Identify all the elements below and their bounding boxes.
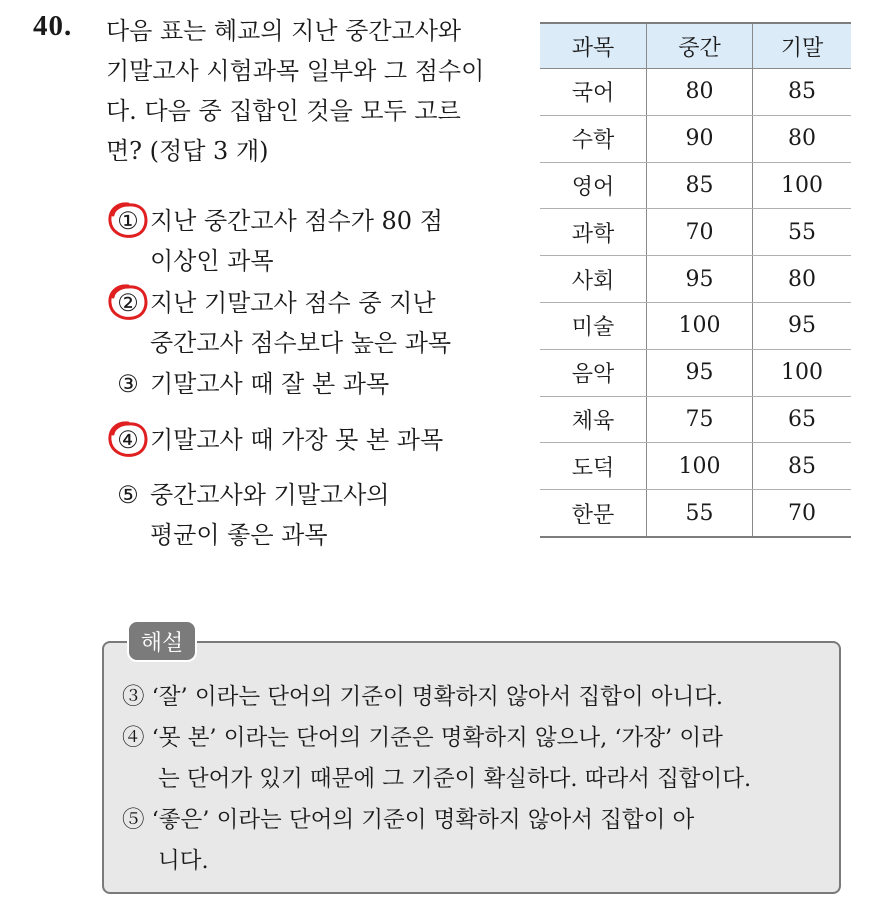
column-header-subject: 과목 — [540, 23, 647, 69]
midterm-score-cell: 75 — [647, 396, 753, 443]
table-row — [540, 349, 851, 396]
final-score-cell: 80 — [753, 256, 852, 303]
question-line: 면? (정답 3 개) — [106, 137, 269, 165]
column-header-final: 기말 — [753, 23, 852, 69]
option-1[interactable] — [106, 201, 526, 281]
table-row — [540, 302, 851, 349]
table-row — [540, 69, 851, 116]
table-row — [540, 209, 851, 256]
table-row — [540, 162, 851, 209]
final-score-cell: 100 — [753, 162, 852, 209]
option-number: ③ — [117, 370, 139, 398]
option-4[interactable] — [106, 420, 526, 460]
option-2[interactable] — [106, 283, 526, 363]
subject-cell: 미술 — [540, 302, 647, 349]
subject-cell: 음악 — [540, 349, 647, 396]
solution-line: ⑤ ‘좋은’ 이라는 단어의 기준이 명확하지 않아서 집합이 아 — [122, 807, 695, 833]
option-text: 지난 중간고사 점수가 80 점 — [150, 207, 443, 235]
table-row — [540, 396, 851, 443]
final-score-cell: 65 — [753, 396, 852, 443]
option-text: 중간고사와 기말고사의 — [150, 481, 390, 509]
option-3[interactable] — [106, 364, 526, 404]
score-table — [540, 22, 851, 538]
option-text: 지난 기말고사 점수 중 지난 — [150, 289, 436, 317]
option-5[interactable] — [106, 475, 526, 555]
final-score-cell: 80 — [753, 115, 852, 162]
option-text: 이상인 과목 — [150, 247, 274, 275]
option-number: ① — [106, 201, 150, 241]
midterm-score-cell: 70 — [647, 209, 753, 256]
final-score-cell: 100 — [753, 349, 852, 396]
table-row — [540, 115, 851, 162]
midterm-score-cell: 55 — [647, 490, 753, 537]
subject-cell: 영어 — [540, 162, 647, 209]
question-text — [106, 11, 516, 171]
table-row — [540, 443, 851, 490]
subject-cell: 사회 — [540, 256, 647, 303]
midterm-score-cell: 80 — [647, 69, 753, 116]
column-header-midterm: 중간 — [647, 23, 753, 69]
question-line: 기말고사 시험과목 일부와 그 점수이 — [106, 57, 485, 85]
subject-cell: 체육 — [540, 396, 647, 443]
final-score-cell: 95 — [753, 302, 852, 349]
final-score-cell: 70 — [753, 490, 852, 537]
solution-line: ④ ‘못 본’ 이라는 단어의 기준은 명확하지 않으나, ‘가장’ 이라 — [122, 725, 723, 751]
table-row — [540, 256, 851, 303]
option-number: ④ — [106, 420, 150, 460]
midterm-score-cell: 95 — [647, 349, 753, 396]
midterm-score-cell: 95 — [647, 256, 753, 303]
option-text: 기말고사 때 잘 본 과목 — [150, 370, 390, 398]
solution-line: 는 단어가 있기 때문에 그 기준이 확실하다. 따라서 집합이다. — [158, 766, 752, 792]
midterm-score-cell: 100 — [647, 302, 753, 349]
solution-body — [122, 677, 832, 882]
question-line: 다음 표는 혜교의 지난 중간고사와 — [106, 17, 462, 45]
table-header-row — [540, 23, 851, 69]
subject-cell: 국어 — [540, 69, 647, 116]
final-score-cell: 85 — [753, 443, 852, 490]
midterm-score-cell: 85 — [647, 162, 753, 209]
option-text: 기말고사 때 가장 못 본 과목 — [150, 426, 444, 454]
option-number: ② — [106, 283, 150, 323]
question-number: 40. — [33, 10, 73, 42]
question-line: 다. 다음 중 집합인 것을 모두 고르 — [106, 97, 461, 125]
subject-cell: 수학 — [540, 115, 647, 162]
option-text: 평균이 좋은 과목 — [150, 521, 328, 549]
option-text: 중간고사 점수보다 높은 과목 — [150, 329, 452, 357]
subject-cell: 도덕 — [540, 443, 647, 490]
option-number: ⑤ — [117, 481, 139, 509]
solution-box — [102, 641, 841, 894]
table-row — [540, 490, 851, 537]
subject-cell: 과학 — [540, 209, 647, 256]
final-score-cell: 55 — [753, 209, 852, 256]
midterm-score-cell: 90 — [647, 115, 753, 162]
solution-line: ③ ‘잘’ 이라는 단어의 기준이 명확하지 않아서 집합이 아니다. — [122, 684, 724, 710]
solution-label: 해설 — [127, 620, 197, 662]
subject-cell: 한문 — [540, 490, 647, 537]
solution-line: 니다. — [158, 848, 209, 874]
midterm-score-cell: 100 — [647, 443, 753, 490]
final-score-cell: 85 — [753, 69, 852, 116]
